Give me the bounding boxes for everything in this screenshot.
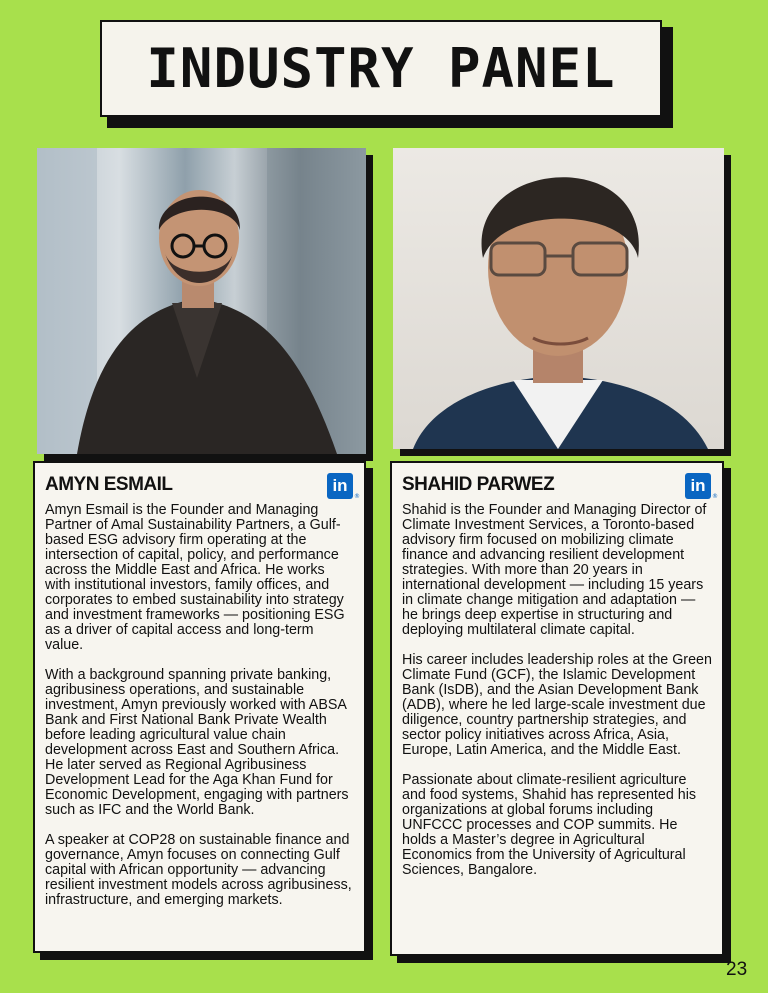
- linkedin-icon[interactable]: in: [327, 473, 353, 499]
- page-title: INDUSTRY PANEL: [146, 37, 616, 100]
- linkedin-icon[interactable]: in: [685, 473, 711, 499]
- panelist-card-amyn: [33, 461, 366, 953]
- bio-paragraph: A speaker at COP28 on sustainable finance and governance, Amyn focuses on connecting Gulf capital with African opportunity — advancing resilient investment models across agribusiness, infrastructure, and emerging markets.: [45, 832, 352, 908]
- panelist-photo-shahid: [393, 148, 724, 449]
- bio-paragraph: Passionate about climate-resilient agriculture and food systems, Shahid has represented his organizations at global forums including UNFCCC processes and COP summits. He holds a Master’s degree in Agricultural Economics from the University of Agricultural Sciences, Bangalore.: [402, 772, 697, 878]
- panelist-name: SHAHID PARWEZ: [402, 474, 555, 495]
- panelist-name: AMYN ESMAIL: [45, 474, 173, 495]
- panelist-bio: [45, 503, 354, 908]
- bio-paragraph: Shahid is the Founder and Managing Director of Climate Investment Services, a Toronto-based advisory firm focused on mobilizing climate finance and advancing resilient development strategies. With more than 20 years in international development — including 15 years in climate change mitigation and adaptation — he brings deep expertise in structuring and deploying multilateral climate capital.: [402, 502, 707, 638]
- registered-mark: ®: [712, 493, 718, 500]
- person-illustration: [393, 148, 724, 449]
- panelist-bio: [402, 503, 712, 878]
- person-illustration: [37, 148, 366, 454]
- panelist-photo-amyn: [37, 148, 366, 454]
- title-box: [100, 20, 662, 117]
- bio-paragraph: With a background spanning private banking, agribusiness operations, and sustainable investment, Amyn previously worked with ABSA Bank and First National Bank Private Wealth before leading agricultural value chain development across East and Southern Africa. He later served as Regional Agribusiness Development Lead for the Aga Khan Fund for Economic Development, engaging with partners such as IFC and the World Bank.: [45, 667, 349, 818]
- panelist-card-shahid: [390, 461, 724, 956]
- bio-paragraph: His career includes leadership roles at the Green Climate Fund (GCF), the Islamic Development Bank (IsDB), and the Asian Development Bank (ADB), where he led large-scale investment due diligence, country partnership strategies, and sector policy initiatives across Africa, Asia, Europe, Latin America, and the Middle East.: [402, 652, 712, 758]
- bio-paragraph: Amyn Esmail is the Founder and Managing Partner of Amal Sustainability Partners, a Gulf-based ESG advisory firm operating at the intersection of capital, policy, and performance across the Middle East and Africa. He works with institutional investors, family offices, and corporates to embed sustainability into strategy and investment frameworks — positioning ESG as a driver of capital access and long-term value.: [45, 502, 345, 653]
- page-number: 23: [726, 959, 748, 980]
- registered-mark: ®: [354, 493, 360, 500]
